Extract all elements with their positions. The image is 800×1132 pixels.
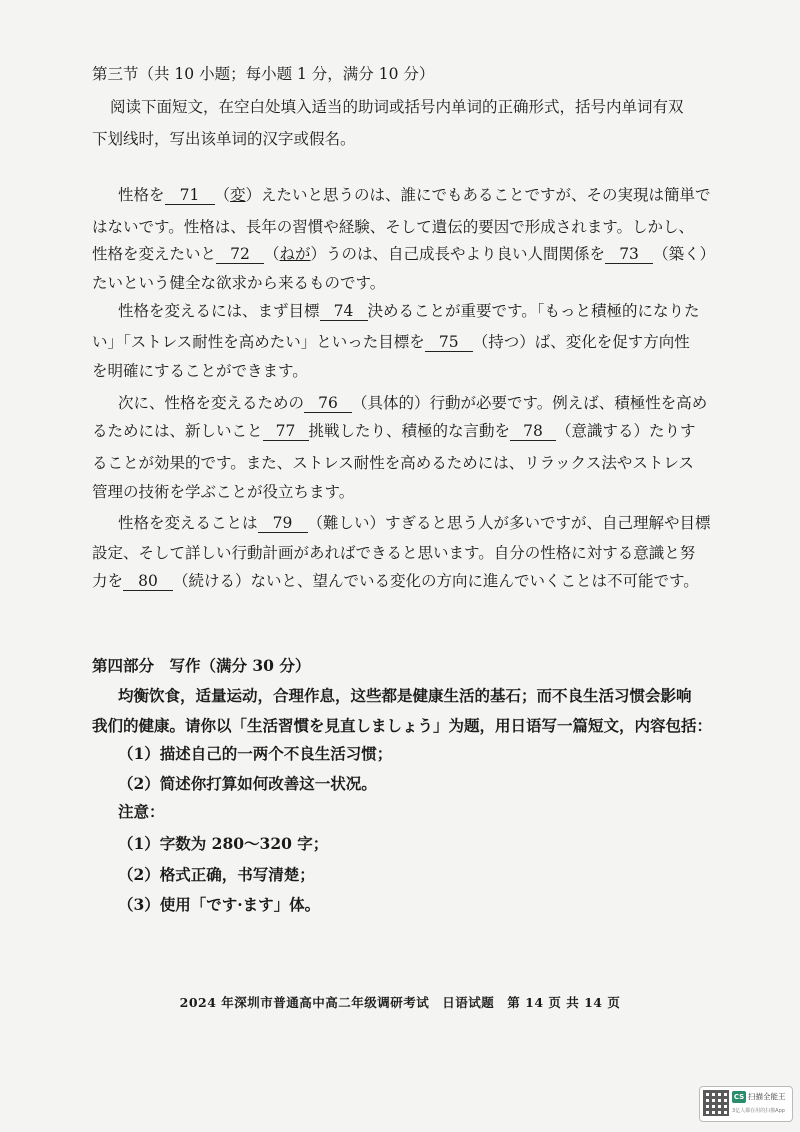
watermark-title: 扫描全能王 bbox=[748, 1092, 786, 1101]
note-item: （1）字数为 280～320 字； bbox=[118, 834, 329, 853]
part4-text-line: 均衡饮食，适量运动，合理作息，这些都是健康生活的基石；而不良生活习惯会影响 bbox=[118, 686, 692, 705]
instruction-line-2: 下划线时，写出该单词的汉字或假名。 bbox=[92, 130, 356, 148]
notes-label: 注意： bbox=[118, 802, 165, 821]
passage-line: 管理の技術を学ぶことが役立ちます。 bbox=[92, 483, 355, 501]
blank-79[interactable]: 79 bbox=[258, 514, 308, 533]
passage-line: い」「ストレス耐性を高めたい」といった目標を 75 （持つ）ば、変化を促す方向性 bbox=[92, 333, 690, 351]
section3-heading: 第三节（共 10 小题；每小题 1 分，满分 10 分） bbox=[92, 65, 435, 83]
camscanner-logo-icon: CS bbox=[733, 1093, 745, 1101]
part4-text-line: 我们的健康。请你以「生活習慣を見直しましょう」为题，用日语写一篇短文，内容包括： bbox=[92, 716, 713, 735]
passage-line: 性格を変えたいと 72 （ねが）うのは、自己成長やより良い人間関係を 73 （築く） bbox=[92, 245, 716, 263]
passage-line: たいという健全な欲求から来るものです。 bbox=[92, 274, 386, 292]
passage-line: 力を 80 （続ける）ないと、望んでいる変化の方向に進んでいくことは不可能です。 bbox=[92, 572, 699, 590]
watermark-subtitle: 3亿人都在用的扫描App bbox=[732, 1108, 785, 1114]
instruction-line-1: 阅读下面短文，在空白处填入适当的助词或括号内单词的正确形式，括号内单词有双 bbox=[110, 98, 684, 116]
blank-71[interactable]: 71 bbox=[165, 186, 215, 205]
qr-code-icon bbox=[703, 1090, 729, 1116]
blank-75[interactable]: 75 bbox=[425, 333, 473, 352]
blank-80[interactable]: 80 bbox=[123, 572, 173, 591]
passage-line: 性格を変えるには、まず目標 74 決めることが重要です。「もっと積極的になりた bbox=[118, 302, 700, 320]
page-footer: 2024 年深圳市普通高中高二年级调研考试 日语试题 第 14 页 共 14 页 bbox=[179, 995, 621, 1010]
part4-heading: 第四部分 写作（满分 30 分） bbox=[92, 656, 311, 675]
passage-line: はないです。性格は、長年の習慣や経験、そして遺伝的要因で形成されます。しかし、 bbox=[92, 218, 695, 236]
double-underlined-word: ねが bbox=[279, 245, 311, 263]
double-underlined-word: 変 bbox=[230, 186, 246, 204]
blank-76[interactable]: 76 bbox=[304, 394, 352, 413]
passage-line: 性格を 71 （変）えたいと思うのは、誰にでもあることですが、その実現は簡単で bbox=[118, 186, 711, 204]
passage-line: ることが効果的です。また、ストレス耐性を高めるためには、リラックス法やストレス bbox=[92, 454, 694, 472]
blank-74[interactable]: 74 bbox=[320, 302, 368, 321]
blank-73[interactable]: 73 bbox=[605, 245, 653, 264]
blank-72[interactable]: 72 bbox=[216, 245, 264, 264]
note-item: （3）使用「です·ます」体。 bbox=[118, 895, 321, 914]
scanner-watermark bbox=[699, 1086, 793, 1122]
note-item: （2）格式正确，书写清楚； bbox=[118, 865, 315, 884]
passage-line: 次に、性格を変えるための 76 （具体的）行動が必要です。例えば、積極性を高め bbox=[118, 394, 708, 412]
passage-line: を明確にすることができます。 bbox=[92, 362, 308, 380]
passage-line: 性格を変えることは 79 （難しい）すぎると思う人が多いですが、自己理解や目標 bbox=[118, 514, 711, 532]
passage-line: 設定、そして詳しい行動計画があればできると思います。自分の性格に対する意識と努 bbox=[92, 544, 696, 562]
part4-content-item: （1）描述自己的一两个不良生活习惯； bbox=[118, 744, 393, 763]
blank-78[interactable]: 78 bbox=[510, 422, 556, 441]
part4-content-item: （2）简述你打算如何改善这一状况。 bbox=[118, 774, 377, 793]
blank-77[interactable]: 77 bbox=[263, 422, 309, 441]
passage-line: るためには、新しいこと 77 挑戦したり、積極的な言動を 78 （意識する）たりす bbox=[92, 422, 696, 440]
